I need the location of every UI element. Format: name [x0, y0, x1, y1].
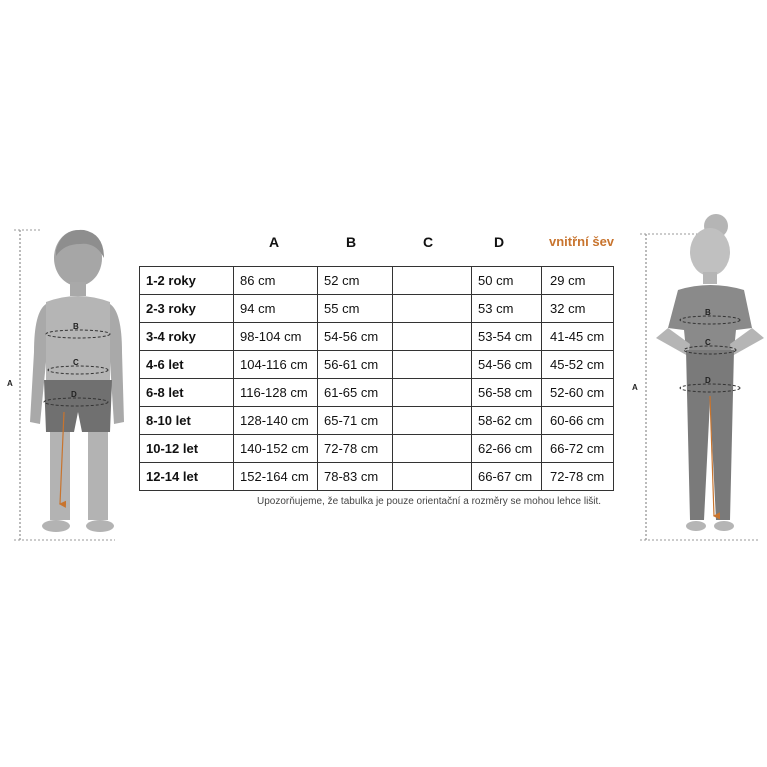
size-cell: 1-2 roky [140, 267, 234, 295]
d-cell: 66-67 cm [472, 463, 542, 491]
b-cell: 52 cm [318, 267, 393, 295]
b-cell: 78-83 cm [318, 463, 393, 491]
b-cell: 61-65 cm [318, 379, 393, 407]
girl-d-label: D [705, 376, 711, 385]
c-cell [393, 323, 472, 351]
a-cell: 104-116 cm [234, 351, 318, 379]
a-cell: 94 cm [234, 295, 318, 323]
size-cell: 3-4 roky [140, 323, 234, 351]
girl-c-label: C [705, 338, 711, 347]
inseam-cell: 29 cm [542, 267, 614, 295]
c-cell [393, 379, 472, 407]
size-cell: 4-6 let [140, 351, 234, 379]
a-cell: 86 cm [234, 267, 318, 295]
boy-c-label: C [73, 358, 79, 367]
inseam-cell: 60-66 cm [542, 407, 614, 435]
inseam-cell: 45-52 cm [542, 351, 614, 379]
a-cell: 140-152 cm [234, 435, 318, 463]
b-cell: 65-71 cm [318, 407, 393, 435]
d-cell: 54-56 cm [472, 351, 542, 379]
column-header-c: C [423, 234, 434, 250]
b-cell: 54-56 cm [318, 323, 393, 351]
column-header-b: B [346, 234, 357, 250]
d-cell: 53-54 cm [472, 323, 542, 351]
size-cell: 2-3 roky [140, 295, 234, 323]
d-cell: 53 cm [472, 295, 542, 323]
a-cell: 116-128 cm [234, 379, 318, 407]
table-row [140, 407, 614, 435]
inseam-cell: 52-60 cm [542, 379, 614, 407]
d-cell: 56-58 cm [472, 379, 542, 407]
disclaimer-note: Upozorňujeme, že tabulka je pouze orientační a rozměry se mohou lehce lišit. [257, 496, 602, 507]
girl-b-label: B [705, 308, 711, 317]
size-cell: 12-14 let [140, 463, 234, 491]
table-row [140, 463, 614, 491]
table-row [140, 379, 614, 407]
a-cell: 128-140 cm [234, 407, 318, 435]
table-row [140, 323, 614, 351]
girl-figure [630, 210, 767, 544]
boy-d-label: D [71, 390, 77, 399]
c-cell [393, 295, 472, 323]
inseam-cell: 41-45 cm [542, 323, 614, 351]
d-cell: 50 cm [472, 267, 542, 295]
column-header-inseam: vnitřní šev [549, 234, 615, 249]
c-cell [393, 463, 472, 491]
inseam-cell: 32 cm [542, 295, 614, 323]
a-cell: 152-164 cm [234, 463, 318, 491]
table-row [140, 435, 614, 463]
boy-height-label: A [7, 379, 13, 388]
inseam-cell: 66-72 cm [542, 435, 614, 463]
column-header-d: D [494, 234, 505, 250]
boy-b-label: B [73, 322, 79, 331]
d-cell: 58-62 cm [472, 407, 542, 435]
girl-height-label: A [632, 383, 638, 392]
size-cell: 6-8 let [140, 379, 234, 407]
c-cell [393, 407, 472, 435]
boy-figure [0, 222, 125, 544]
a-cell: 98-104 cm [234, 323, 318, 351]
size-cell: 10-12 let [140, 435, 234, 463]
inseam-cell: 72-78 cm [542, 463, 614, 491]
table-row [140, 295, 614, 323]
d-cell: 62-66 cm [472, 435, 542, 463]
c-cell [393, 351, 472, 379]
b-cell: 56-61 cm [318, 351, 393, 379]
column-header-a: A [269, 234, 280, 250]
table-row [140, 351, 614, 379]
size-table [139, 266, 614, 491]
b-cell: 55 cm [318, 295, 393, 323]
c-cell [393, 435, 472, 463]
b-cell: 72-78 cm [318, 435, 393, 463]
table-row [140, 267, 614, 295]
size-cell: 8-10 let [140, 407, 234, 435]
c-cell [393, 267, 472, 295]
